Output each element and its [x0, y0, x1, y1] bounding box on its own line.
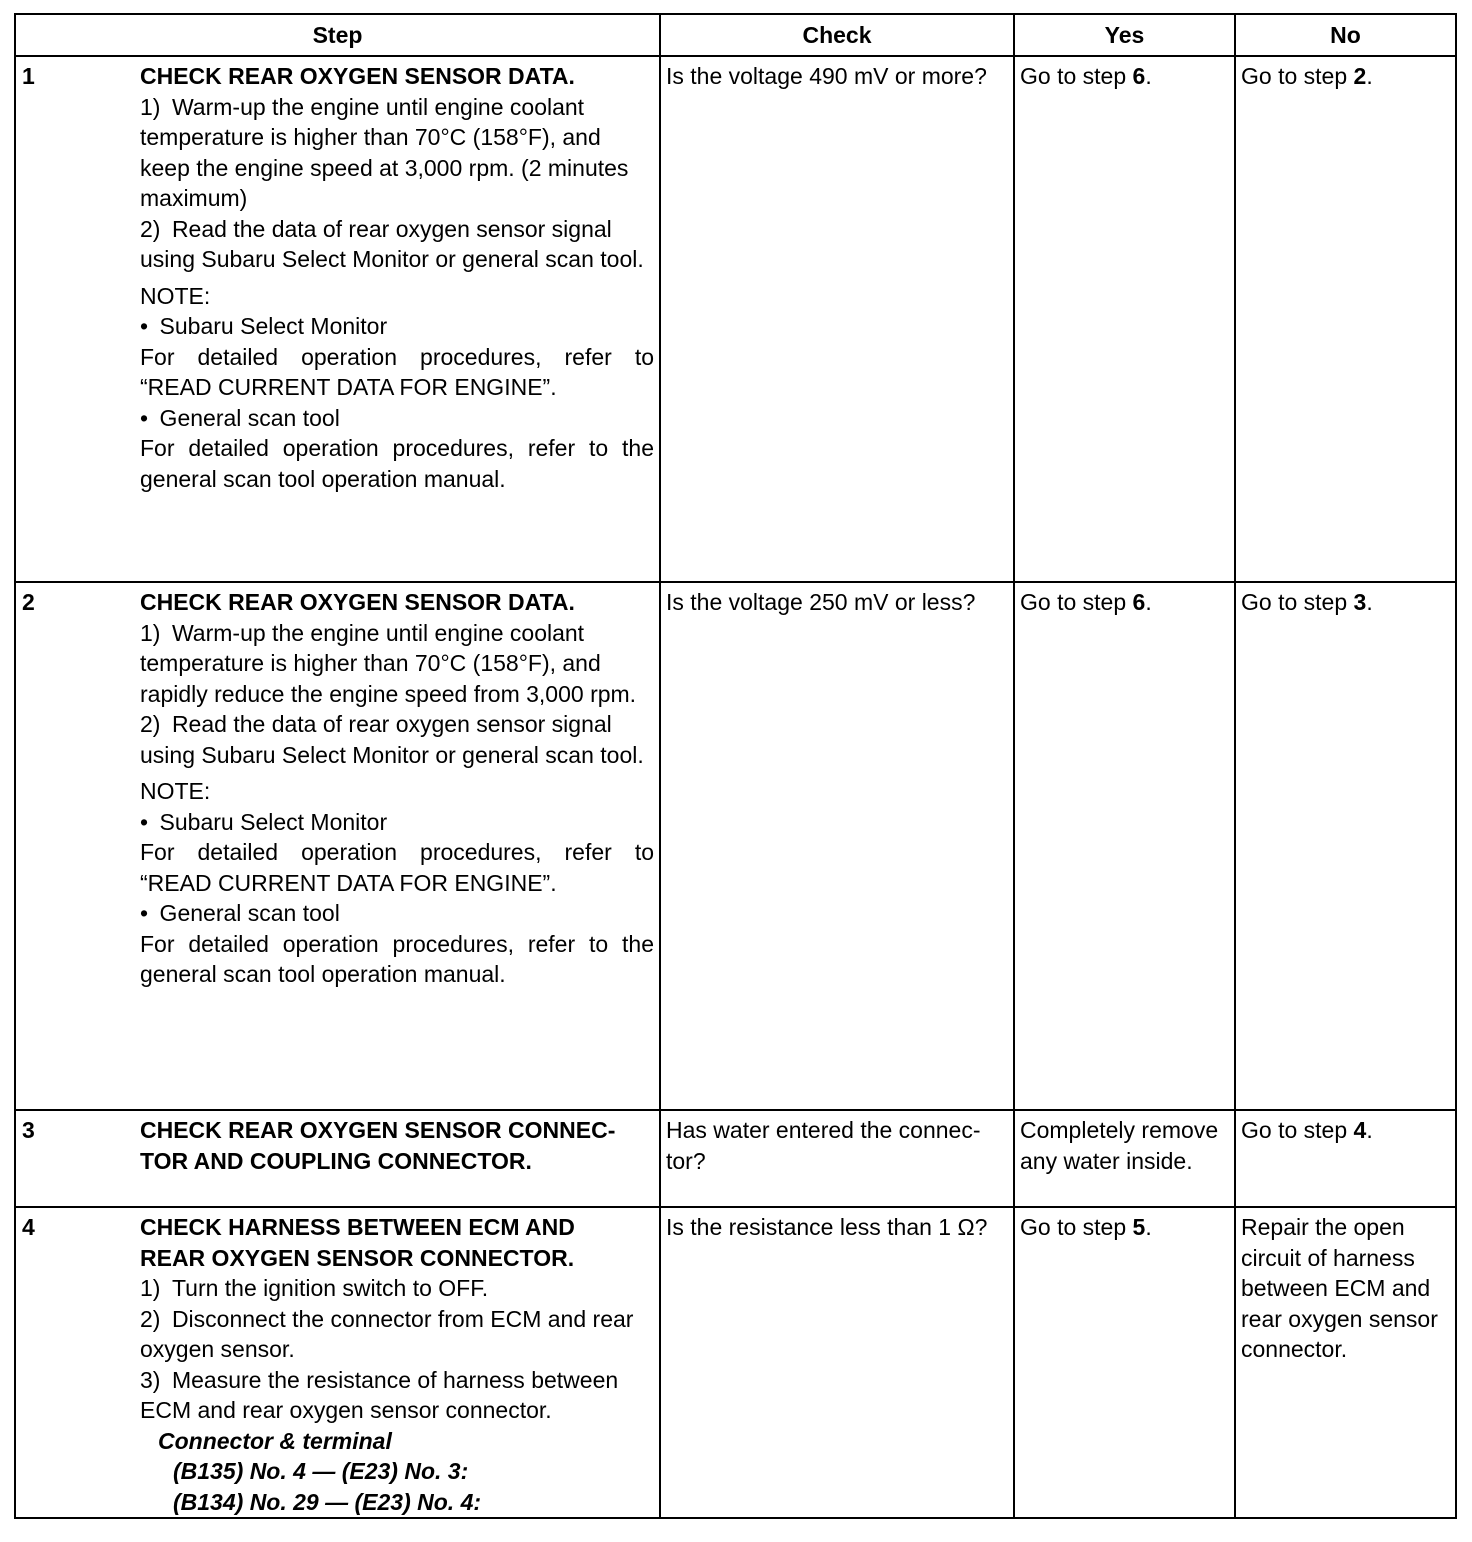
- no-cell: Repair the open circuit of harness between ECM and rear oxygen sensor connector.: [1235, 1207, 1456, 1518]
- step-instruction: 3) Measure the resistance of harness between ECM and rear oxygen sensor connector.: [140, 1366, 619, 1423]
- note-bullet: • General scan tool: [140, 404, 340, 431]
- yes-prefix: Go to step: [1020, 1214, 1133, 1240]
- table-row: [15, 56, 1456, 582]
- note-reference: For detailed operation procedures, refer to: [140, 343, 654, 370]
- no-prefix: Go to step: [1241, 589, 1354, 615]
- note-bullet: • General scan tool: [140, 900, 340, 926]
- diagnostic-table: [14, 13, 1457, 1519]
- yes-step-number: 6: [1132, 63, 1146, 89]
- header-check: Check: [660, 14, 1014, 56]
- check-text: Has water entered the connec-: [666, 1117, 981, 1143]
- yes-prefix: Go to step: [1020, 63, 1133, 89]
- yes-step-number: 5: [1132, 1214, 1146, 1240]
- step-cell: [15, 56, 660, 582]
- no-step-number: 4: [1353, 1117, 1367, 1143]
- step-cell: [15, 582, 660, 1110]
- note-reference: For detailed operation procedures, refer to: [140, 839, 654, 865]
- no-prefix: Go to step: [1241, 63, 1354, 89]
- step-title: CHECK REAR OXYGEN SENSOR DATA.: [140, 63, 575, 89]
- table-row: [15, 1110, 1456, 1207]
- step-instruction: 1) Warm-up the engine until engine coolant temperature is higher than 70°C (158°F), and keep the engine speed at 3,000 rpm. (2 minutes maximum): [140, 93, 629, 211]
- header-no: No: [1235, 14, 1456, 56]
- table-row: [15, 582, 1456, 1110]
- step-number: 2: [22, 589, 35, 615]
- note-reference: For detailed operation procedures, refer to the general scan tool operation manual.: [140, 930, 654, 987]
- step-instruction: 2) Read the data of rear oxygen sensor signal using Subaru Select Monitor or general scan tool.: [140, 711, 644, 768]
- step-instruction: 2) Disconnect the connector from ECM and rear oxygen sensor.: [140, 1305, 634, 1362]
- note-label: NOTE:: [140, 282, 211, 309]
- note-reference: “READ CURRENT DATA FOR ENGINE”.: [140, 374, 557, 400]
- step-title: CHECK REAR OXYGEN SENSOR DATA.: [140, 589, 575, 615]
- note-label: NOTE:: [140, 778, 211, 804]
- check-cell: [660, 1110, 1014, 1207]
- no-cell: Go to step 3.: [1235, 582, 1456, 1110]
- step-cell: [15, 1110, 660, 1207]
- connector-heading: Connector & terminal: [158, 1427, 392, 1454]
- step-instruction: 1) Turn the ignition switch to OFF.: [140, 1275, 489, 1301]
- note-reference: “READ CURRENT DATA FOR ENGINE”.: [140, 869, 557, 896]
- table-row: [15, 1207, 1456, 1518]
- step-number: 3: [22, 1117, 35, 1143]
- step-instruction: 1) Warm-up the engine until engine coolant temperature is higher than 70°C (158°F), and rapidly reduce the engine speed from 3,000 rpm.: [140, 619, 637, 707]
- step-instruction: 2) Read the data of rear oxygen sensor signal using Subaru Select Monitor or general scan tool.: [140, 215, 644, 272]
- no-step-number: 2: [1353, 63, 1367, 89]
- header-step: Step: [15, 14, 660, 56]
- no-cell: Go to step 4.: [1235, 1110, 1456, 1207]
- no-cell: Go to step 2.: [1235, 56, 1456, 582]
- yes-cell: Go to step 6.: [1014, 582, 1235, 1110]
- no-prefix: Go to step: [1241, 1117, 1354, 1143]
- connector-terminal: (B135) No. 4 — (E23) No. 3:: [173, 1458, 469, 1484]
- connector-terminal: (B134) No. 29 — (E23) No. 4:: [173, 1488, 482, 1515]
- check-cell: Is the resistance less than 1 Ω?: [660, 1207, 1014, 1518]
- yes-prefix: Go to step: [1020, 589, 1133, 615]
- step-cell: [15, 1207, 660, 1518]
- step-title: REAR OXYGEN SENSOR CONNECTOR.: [140, 1244, 575, 1271]
- note-bullet: • Subaru Select Monitor: [140, 313, 388, 339]
- check-text: tor?: [666, 1147, 706, 1174]
- yes-cell: Go to step 5.: [1014, 1207, 1235, 1518]
- step-title: CHECK HARNESS BETWEEN ECM AND: [140, 1214, 575, 1240]
- step-number: 4: [22, 1214, 35, 1240]
- check-cell: Is the voltage 250 mV or less?: [660, 582, 1014, 1110]
- check-cell: Is the voltage 490 mV or more?: [660, 56, 1014, 582]
- header-yes: Yes: [1014, 14, 1235, 56]
- note-reference: For detailed operation procedures, refer to the general scan tool operation manual.: [140, 435, 654, 492]
- step-number: 1: [22, 63, 35, 89]
- yes-cell: Go to step 6.: [1014, 56, 1235, 582]
- yes-step-number: 6: [1132, 589, 1146, 615]
- step-title: CHECK REAR OXYGEN SENSOR CONNEC-: [140, 1117, 616, 1143]
- note-bullet: • Subaru Select Monitor: [140, 808, 388, 835]
- yes-cell: Completely remove any water inside.: [1014, 1110, 1235, 1207]
- no-step-number: 3: [1353, 589, 1367, 615]
- header-row: [15, 14, 1456, 56]
- step-title: TOR AND COUPLING CONNECTOR.: [140, 1147, 532, 1174]
